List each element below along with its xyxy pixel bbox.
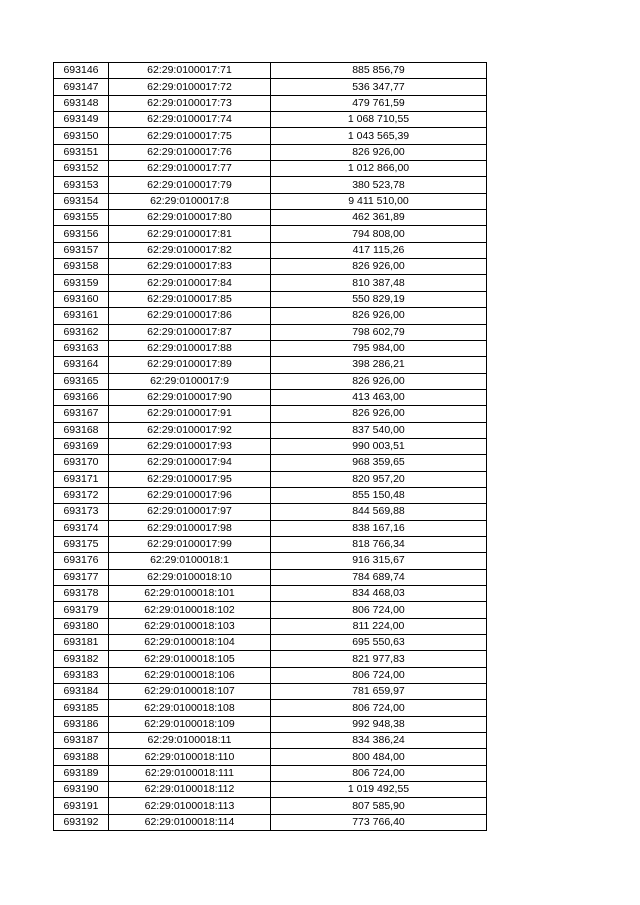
table-body [54, 63, 487, 831]
row-number-cell: 693192 [54, 814, 109, 830]
table-row [54, 210, 487, 226]
value-cell: 826 926,00 [271, 308, 487, 324]
row-number-cell: 693147 [54, 79, 109, 95]
value-cell: 826 926,00 [271, 259, 487, 275]
cadastral-number-cell: 62:29:0100018:112 [109, 782, 271, 798]
value-cell: 837 540,00 [271, 422, 487, 438]
value-cell: 794 808,00 [271, 226, 487, 242]
row-number-cell: 693180 [54, 618, 109, 634]
row-number-cell: 693191 [54, 798, 109, 814]
cadastral-number-cell: 62:29:0100018:113 [109, 798, 271, 814]
row-number-cell: 693154 [54, 193, 109, 209]
table-row [54, 733, 487, 749]
value-cell: 834 468,03 [271, 586, 487, 602]
cadastral-number-cell: 62:29:0100018:105 [109, 651, 271, 667]
value-cell: 885 856,79 [271, 63, 487, 79]
table-row [54, 618, 487, 634]
cadastral-number-cell: 62:29:0100017:74 [109, 112, 271, 128]
value-cell: 818 766,34 [271, 536, 487, 552]
value-cell: 855 150,48 [271, 487, 487, 503]
cadastral-number-cell: 62:29:0100017:90 [109, 389, 271, 405]
row-number-cell: 693171 [54, 471, 109, 487]
table-row [54, 291, 487, 307]
cadastral-number-cell: 62:29:0100017:92 [109, 422, 271, 438]
row-number-cell: 693157 [54, 242, 109, 258]
row-number-cell: 693185 [54, 700, 109, 716]
row-number-cell: 693146 [54, 63, 109, 79]
cadastral-number-cell: 62:29:0100017:84 [109, 275, 271, 291]
cadastral-number-cell: 62:29:0100017:89 [109, 357, 271, 373]
row-number-cell: 693162 [54, 324, 109, 340]
table-row [54, 438, 487, 454]
row-number-cell: 693187 [54, 733, 109, 749]
value-cell: 479 761,59 [271, 95, 487, 111]
value-cell: 811 224,00 [271, 618, 487, 634]
value-cell: 1 019 492,55 [271, 782, 487, 798]
table-row [54, 161, 487, 177]
table-row [54, 259, 487, 275]
cadastral-number-cell: 62:29:0100017:9 [109, 373, 271, 389]
table-row [54, 112, 487, 128]
row-number-cell: 693182 [54, 651, 109, 667]
table-row [54, 144, 487, 160]
row-number-cell: 693166 [54, 389, 109, 405]
cadastral-number-cell: 62:29:0100017:80 [109, 210, 271, 226]
cadastral-number-cell: 62:29:0100017:87 [109, 324, 271, 340]
value-cell: 806 724,00 [271, 700, 487, 716]
row-number-cell: 693156 [54, 226, 109, 242]
row-number-cell: 693179 [54, 602, 109, 618]
value-cell: 795 984,00 [271, 340, 487, 356]
table-row [54, 504, 487, 520]
row-number-cell: 693167 [54, 406, 109, 422]
table-row [54, 667, 487, 683]
value-cell: 800 484,00 [271, 749, 487, 765]
cadastral-number-cell: 62:29:0100017:73 [109, 95, 271, 111]
table-row [54, 765, 487, 781]
cadastral-number-cell: 62:29:0100017:82 [109, 242, 271, 258]
value-cell: 806 724,00 [271, 765, 487, 781]
value-cell: 695 550,63 [271, 635, 487, 651]
value-cell: 844 569,88 [271, 504, 487, 520]
value-cell: 462 361,89 [271, 210, 487, 226]
cadastral-number-cell: 62:29:0100017:93 [109, 438, 271, 454]
row-number-cell: 693163 [54, 340, 109, 356]
table-row [54, 782, 487, 798]
value-cell: 1 043 565,39 [271, 128, 487, 144]
cadastral-number-cell: 62:29:0100017:81 [109, 226, 271, 242]
table-row [54, 389, 487, 405]
row-number-cell: 693161 [54, 308, 109, 324]
cadastral-number-cell: 62:29:0100017:72 [109, 79, 271, 95]
value-cell: 838 167,16 [271, 520, 487, 536]
row-number-cell: 693174 [54, 520, 109, 536]
row-number-cell: 693155 [54, 210, 109, 226]
table-row [54, 422, 487, 438]
table-row [54, 193, 487, 209]
cadastral-number-cell: 62:29:0100017:98 [109, 520, 271, 536]
row-number-cell: 693151 [54, 144, 109, 160]
row-number-cell: 693177 [54, 569, 109, 585]
cadastral-number-cell: 62:29:0100018:1 [109, 553, 271, 569]
value-cell: 784 689,74 [271, 569, 487, 585]
table-row [54, 275, 487, 291]
table-row [54, 536, 487, 552]
cadastral-number-cell: 62:29:0100017:76 [109, 144, 271, 160]
cadastral-number-cell: 62:29:0100017:86 [109, 308, 271, 324]
cadastral-number-cell: 62:29:0100018:102 [109, 602, 271, 618]
row-number-cell: 693184 [54, 684, 109, 700]
cadastral-number-cell: 62:29:0100017:77 [109, 161, 271, 177]
value-cell: 380 523,78 [271, 177, 487, 193]
table-row [54, 553, 487, 569]
cadastral-number-cell: 62:29:0100017:96 [109, 487, 271, 503]
cadastral-number-cell: 62:29:0100017:97 [109, 504, 271, 520]
value-cell: 992 948,38 [271, 716, 487, 732]
row-number-cell: 693158 [54, 259, 109, 275]
value-cell: 536 347,77 [271, 79, 487, 95]
value-cell: 826 926,00 [271, 373, 487, 389]
table-row [54, 586, 487, 602]
value-cell: 916 315,67 [271, 553, 487, 569]
cadastral-number-cell: 62:29:0100017:75 [109, 128, 271, 144]
cadastral-number-cell: 62:29:0100017:79 [109, 177, 271, 193]
row-number-cell: 693149 [54, 112, 109, 128]
row-number-cell: 693148 [54, 95, 109, 111]
cadastral-number-cell: 62:29:0100017:94 [109, 455, 271, 471]
table-row [54, 95, 487, 111]
value-cell: 820 957,20 [271, 471, 487, 487]
table-row [54, 308, 487, 324]
table-row [54, 340, 487, 356]
table-row [54, 700, 487, 716]
cadastral-number-cell: 62:29:0100018:11 [109, 733, 271, 749]
value-cell: 806 724,00 [271, 667, 487, 683]
table-row [54, 79, 487, 95]
table-row [54, 357, 487, 373]
table-row [54, 814, 487, 830]
cadastral-number-cell: 62:29:0100017:8 [109, 193, 271, 209]
cadastral-number-cell: 62:29:0100018:114 [109, 814, 271, 830]
value-cell: 550 829,19 [271, 291, 487, 307]
row-number-cell: 693188 [54, 749, 109, 765]
table-row [54, 373, 487, 389]
value-cell: 413 463,00 [271, 389, 487, 405]
cadastral-number-cell: 62:29:0100017:71 [109, 63, 271, 79]
table-row [54, 749, 487, 765]
table-row [54, 177, 487, 193]
value-cell: 821 977,83 [271, 651, 487, 667]
value-cell: 398 286,21 [271, 357, 487, 373]
cadastral-number-cell: 62:29:0100018:107 [109, 684, 271, 700]
table-row [54, 242, 487, 258]
table-row [54, 471, 487, 487]
row-number-cell: 693190 [54, 782, 109, 798]
table-row [54, 487, 487, 503]
cadastral-number-cell: 62:29:0100017:88 [109, 340, 271, 356]
row-number-cell: 693183 [54, 667, 109, 683]
row-number-cell: 693159 [54, 275, 109, 291]
row-number-cell: 693186 [54, 716, 109, 732]
row-number-cell: 693172 [54, 487, 109, 503]
cadastral-number-cell: 62:29:0100017:99 [109, 536, 271, 552]
row-number-cell: 693176 [54, 553, 109, 569]
value-cell: 798 602,79 [271, 324, 487, 340]
value-cell: 826 926,00 [271, 144, 487, 160]
cadastral-number-cell: 62:29:0100018:104 [109, 635, 271, 651]
row-number-cell: 693178 [54, 586, 109, 602]
table-row [54, 406, 487, 422]
row-number-cell: 693189 [54, 765, 109, 781]
table-row [54, 128, 487, 144]
table-row [54, 602, 487, 618]
table-row [54, 324, 487, 340]
value-cell: 773 766,40 [271, 814, 487, 830]
row-number-cell: 693173 [54, 504, 109, 520]
table-row [54, 635, 487, 651]
value-cell: 968 359,65 [271, 455, 487, 471]
value-cell: 807 585,90 [271, 798, 487, 814]
row-number-cell: 693150 [54, 128, 109, 144]
value-cell: 826 926,00 [271, 406, 487, 422]
row-number-cell: 693169 [54, 438, 109, 454]
value-cell: 810 387,48 [271, 275, 487, 291]
cadastral-number-cell: 62:29:0100018:106 [109, 667, 271, 683]
value-cell: 834 386,24 [271, 733, 487, 749]
table-row [54, 684, 487, 700]
value-cell: 1 068 710,55 [271, 112, 487, 128]
table-row [54, 716, 487, 732]
cadastral-number-cell: 62:29:0100018:10 [109, 569, 271, 585]
value-cell: 781 659,97 [271, 684, 487, 700]
row-number-cell: 693160 [54, 291, 109, 307]
row-number-cell: 693164 [54, 357, 109, 373]
row-number-cell: 693181 [54, 635, 109, 651]
value-cell: 806 724,00 [271, 602, 487, 618]
value-cell: 990 003,51 [271, 438, 487, 454]
row-number-cell: 693175 [54, 536, 109, 552]
cadastral-number-cell: 62:29:0100018:110 [109, 749, 271, 765]
cadastral-number-cell: 62:29:0100018:108 [109, 700, 271, 716]
cadastral-number-cell: 62:29:0100018:111 [109, 765, 271, 781]
value-cell: 1 012 866,00 [271, 161, 487, 177]
row-number-cell: 693153 [54, 177, 109, 193]
row-number-cell: 693168 [54, 422, 109, 438]
value-cell: 9 411 510,00 [271, 193, 487, 209]
table-row [54, 455, 487, 471]
row-number-cell: 693170 [54, 455, 109, 471]
cadastral-number-cell: 62:29:0100017:91 [109, 406, 271, 422]
row-number-cell: 693165 [54, 373, 109, 389]
cadastral-number-cell: 62:29:0100017:85 [109, 291, 271, 307]
cadastral-number-cell: 62:29:0100018:109 [109, 716, 271, 732]
cadastral-number-cell: 62:29:0100017:95 [109, 471, 271, 487]
cadastral-number-cell: 62:29:0100018:103 [109, 618, 271, 634]
table-row [54, 798, 487, 814]
table-row [54, 63, 487, 79]
row-number-cell: 693152 [54, 161, 109, 177]
table-row [54, 569, 487, 585]
cadastral-number-cell: 62:29:0100017:83 [109, 259, 271, 275]
data-table [53, 62, 487, 831]
table-row [54, 226, 487, 242]
cadastral-number-cell: 62:29:0100018:101 [109, 586, 271, 602]
table-row [54, 651, 487, 667]
value-cell: 417 115,26 [271, 242, 487, 258]
table-row [54, 520, 487, 536]
